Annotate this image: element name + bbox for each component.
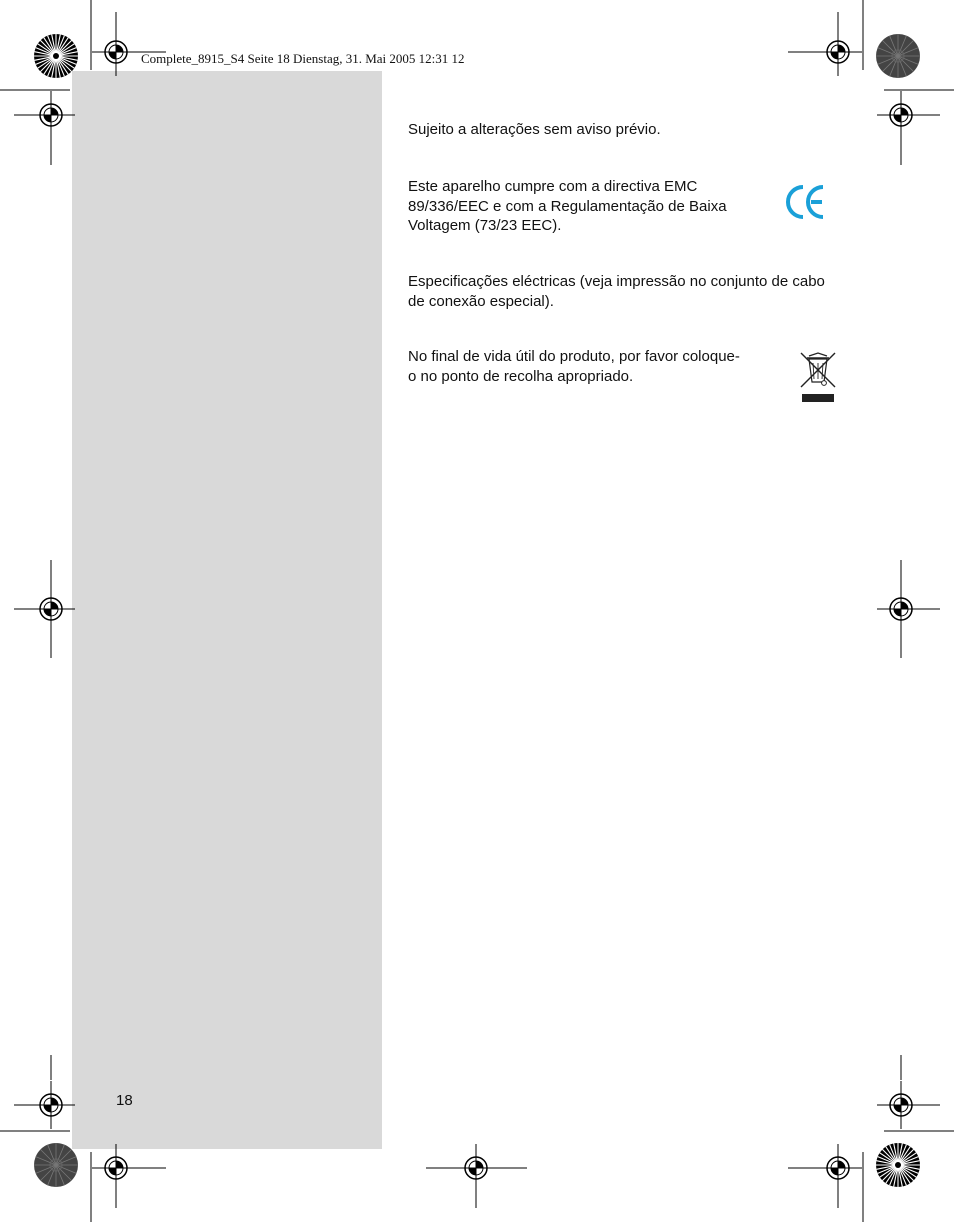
registration-mark-icon (27, 1081, 75, 1129)
electrical-spec-paragraph: Especificações eléctricas (veja impressão no conjunto de cabo de conexão especial). (408, 273, 825, 310)
notice-paragraph: Sujeito a alterações sem aviso prévio. (408, 121, 661, 138)
starburst-mark-icon (34, 34, 78, 78)
starburst-mark-icon (34, 1143, 78, 1187)
starburst-mark-icon (876, 1143, 920, 1187)
disposal-paragraph: No final de vida útil do produto, por favor coloque-o no ponto de recolha apropriado. (408, 348, 740, 385)
starburst-mark-icon (876, 34, 920, 78)
registration-mark-icon (877, 1081, 925, 1129)
page-number: 18 (116, 1092, 133, 1109)
print-slug: Complete_8915_S4 Seite 18 Dienstag, 31. Mai 2005 12:31 12 (141, 51, 465, 66)
emc-paragraph: Este aparelho cumpre com a directiva EMC 89/336/EEC e com a Regulamentação de Baixa Voltagem (73/23 EEC). (408, 178, 727, 234)
